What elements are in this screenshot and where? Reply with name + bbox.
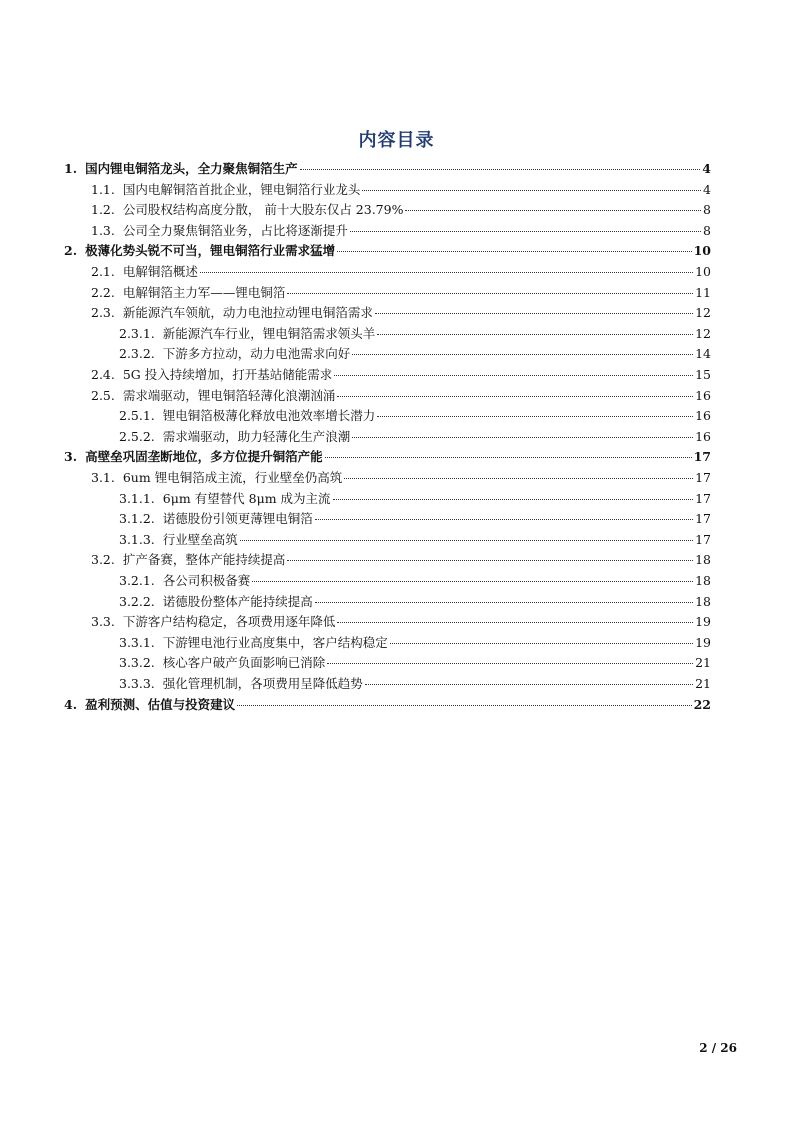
toc-entry-title: 下游客户结构稳定，各项费用逐年降低 [122, 614, 336, 630]
toc-entry-title: 扩产备赛，整体产能持续提高 [122, 552, 286, 568]
toc-entry-title: 各公司积极备赛 [162, 573, 251, 588]
toc-entry-page: 11 [695, 284, 711, 300]
toc-entry[interactable] [91, 201, 711, 219]
toc-entry-number: 2.3.2. [119, 346, 155, 362]
toc-entry-page: 18 [695, 593, 711, 609]
toc-entry-page: 12 [695, 325, 711, 341]
toc-entry-page: 8 [703, 202, 711, 218]
toc-entry-title: 电解铜箔主力军——锂电铜箔 [122, 284, 286, 300]
toc-entry-number: 2.3. [91, 305, 115, 321]
toc-entry[interactable] [64, 160, 711, 178]
toc-dot-leader [365, 684, 693, 685]
toc-dot-leader [390, 643, 693, 644]
toc-dot-leader [240, 540, 693, 541]
toc-entry[interactable] [91, 284, 711, 302]
toc-entry[interactable] [91, 222, 711, 240]
toc-entry-title: 高壁垒巩固垄断地位，多方位提升铜箔产能 [85, 449, 323, 465]
toc-dot-leader [337, 396, 693, 397]
toc-entry-page: 17 [695, 531, 711, 547]
toc-entry-page: 10 [695, 264, 711, 279]
toc-entry-page: 21 [695, 655, 711, 671]
toc-entry-title: 国内锂电铜箔龙头，全力聚焦铜箔生产 [85, 161, 298, 176]
toc-entry-number: 3.1.1. [119, 490, 155, 506]
toc-dot-leader [315, 519, 693, 520]
toc-entry[interactable] [119, 345, 711, 363]
toc-dot-leader [252, 581, 693, 582]
toc-entry[interactable] [119, 675, 711, 693]
toc-entry-title: 公司全力聚焦铜箔业务，占比将逐渐提升 [122, 222, 348, 238]
toc-entry-number: 3.1.2. [119, 511, 155, 527]
toc-entry[interactable] [64, 242, 711, 260]
toc-entry-title: 需求端驱动，锂电铜箔轻薄化浪潮汹涌 [122, 387, 336, 403]
toc-entry[interactable] [91, 387, 711, 405]
toc-entry[interactable] [91, 181, 711, 199]
toc-entry-number: 3.3.2. [119, 655, 155, 671]
toc-dot-leader [287, 560, 693, 561]
toc-dot-leader [377, 416, 693, 417]
toc-entry-page: 18 [695, 552, 711, 568]
toc-entry-title: 需求端驱动，助力轻薄化生产浪潮 [162, 428, 351, 444]
toc-entry-number: 3. [64, 449, 78, 465]
toc-entry-title: 下游锂电池行业高度集中，客户结构稳定 [162, 634, 388, 650]
toc-entry[interactable] [119, 572, 711, 590]
toc-entry-page: 16 [695, 428, 711, 444]
toc-entry-number: 3.1. [91, 470, 115, 485]
toc-entry-title: 新能源汽车领航，动力电池拉动锂电铜箔需求 [122, 305, 373, 321]
toc-dot-leader [237, 705, 692, 706]
toc-dot-leader [333, 499, 694, 500]
toc-dot-leader [352, 354, 693, 355]
toc-entry[interactable] [91, 613, 711, 631]
toc-dot-leader [300, 169, 701, 170]
toc-entry-page: 21 [695, 676, 711, 691]
toc-dot-leader [362, 190, 701, 191]
toc-dot-leader [377, 334, 693, 335]
toc-entry-page: 19 [695, 634, 711, 650]
toc-entry[interactable] [64, 696, 711, 714]
toc-entry-page: 17 [695, 470, 711, 485]
toc-entry-number: 1.1. [91, 181, 115, 197]
toc-entry-title: 5G 投入持续增加，打开基站储能需求 [122, 367, 333, 382]
toc-entry-title: 诺德股份整体产能持续提高 [162, 593, 313, 609]
toc-entry[interactable] [119, 531, 711, 549]
toc-entry-title: 锂电铜箔极薄化释放电池效率增长潜力 [162, 408, 376, 424]
toc-entry-page: 8 [703, 222, 711, 238]
toc-dot-leader [337, 622, 693, 623]
toc-dot-leader [325, 457, 692, 458]
toc-dot-leader [375, 313, 693, 314]
toc-entry-title: 新能源汽车行业，锂电铜箔需求领头羊 [162, 325, 376, 341]
toc-entry[interactable] [119, 490, 711, 508]
toc-entry-title: 公司股权结构高度分散， 前十大股东仅占 23.79% [122, 202, 404, 218]
toc-entry-title: 盈利预测、估值与投资建议 [85, 696, 236, 712]
toc-entry-page: 12 [695, 305, 711, 321]
toc-entry-page: 4 [702, 161, 711, 176]
toc-entry[interactable] [119, 428, 711, 446]
toc-entry-number: 3.3.1. [119, 634, 155, 650]
toc-entry-number: 3.2.1. [119, 573, 155, 588]
toc-entry-page: 15 [695, 367, 711, 382]
toc-entry-page: 18 [695, 573, 711, 588]
toc-entry-title: 下游多方拉动，动力电池需求向好 [162, 346, 351, 362]
toc-dot-leader [405, 210, 701, 211]
toc-entry-number: 2.3.1. [119, 325, 155, 341]
toc-entry-page: 16 [695, 408, 711, 424]
toc-dot-leader [315, 602, 693, 603]
toc-entry[interactable] [119, 510, 711, 528]
toc-entry-title: 核心客户破产负面影响已消除 [162, 655, 326, 671]
toc-entry[interactable] [91, 469, 711, 487]
toc-entry-page: 17 [695, 490, 711, 506]
toc-entry-number: 1.3. [91, 222, 115, 238]
toc-entry[interactable] [91, 263, 711, 281]
toc-entry-page: 16 [695, 387, 711, 403]
toc-title: 内容目录 [358, 130, 435, 151]
toc-entry-number: 2.5.2. [119, 428, 155, 444]
toc-entry-title: 极薄化势头锐不可当，锂电铜箔行业需求猛增 [85, 243, 336, 259]
toc-entry-number: 2. [64, 243, 78, 259]
toc-entry[interactable] [119, 654, 711, 672]
page-indicator: 2 / 26 [699, 1041, 737, 1055]
toc-entry[interactable] [91, 551, 711, 569]
toc-entry-title: 诺德股份引领更薄锂电铜箔 [162, 511, 313, 527]
toc-entry-page: 17 [693, 449, 711, 465]
toc-entry-title: 电解铜箔概述 [122, 264, 198, 279]
toc-entry[interactable] [119, 325, 711, 343]
toc-entry-page: 17 [695, 511, 711, 527]
toc-entry[interactable] [119, 593, 711, 611]
toc-entry[interactable] [119, 634, 711, 652]
toc-entry-number: 3.3.3. [119, 676, 155, 691]
toc-entry-number: 2.2. [91, 284, 115, 300]
toc-entry-number: 2.5.1. [119, 408, 155, 424]
toc-entry[interactable] [91, 304, 711, 322]
toc-entry-page: 19 [695, 614, 711, 630]
toc-dot-leader [287, 293, 693, 294]
toc-entry[interactable] [119, 407, 711, 425]
toc-entry-number: 4. [64, 696, 78, 712]
toc-entry[interactable] [64, 448, 711, 466]
toc-entry-title: 国内电解铜箔首批企业，锂电铜箔行业龙头 [122, 181, 361, 197]
toc-entry-number: 3.1.3. [119, 531, 155, 547]
toc-entry-number: 3.2. [91, 552, 115, 568]
toc-entry-page: 22 [693, 696, 711, 712]
toc-entry-title: 强化管理机制，各项费用呈降低趋势 [162, 676, 363, 691]
toc-entry-number: 2.4. [91, 367, 115, 382]
toc-dot-leader [350, 231, 701, 232]
toc-dot-leader [337, 251, 692, 252]
toc-dot-leader [200, 272, 693, 273]
toc-entry-number: 1.2. [91, 202, 115, 218]
toc-entry-number: 2.5. [91, 387, 115, 403]
toc-dot-leader [334, 375, 693, 376]
toc-entry[interactable] [91, 366, 711, 384]
toc-entry-title: 行业壁垒高筑 [162, 531, 238, 547]
toc-entry-number: 2.1. [91, 264, 115, 279]
toc-entry-title: 6um 锂电铜箔成主流，行业壁垒仍高筑 [122, 470, 343, 485]
toc-entry-number: 1. [64, 161, 78, 176]
toc-dot-leader [344, 478, 693, 479]
toc-entry-page: 10 [693, 243, 711, 259]
toc-entry-page: 14 [695, 346, 711, 362]
toc-dot-leader [352, 437, 693, 438]
toc-entry-page: 4 [703, 181, 711, 197]
toc-entry-number: 3.2.2. [119, 593, 155, 609]
toc-entry-number: 3.3. [91, 614, 115, 630]
toc-dot-leader [327, 663, 693, 664]
toc-entry-title: 6μm 有望替代 8μm 成为主流 [162, 490, 331, 506]
